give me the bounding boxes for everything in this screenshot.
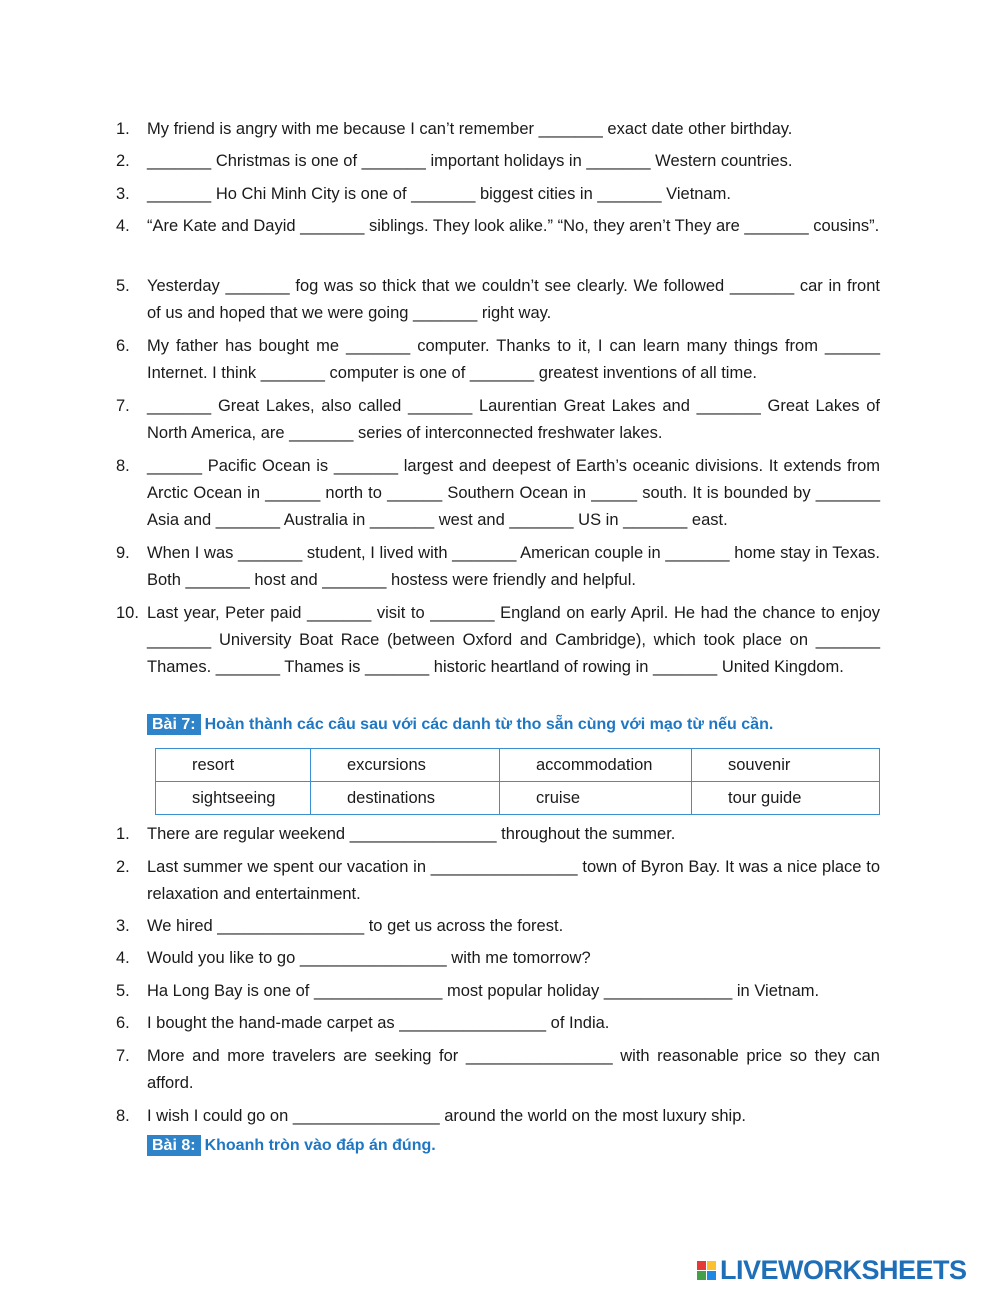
- logo-block: [707, 1271, 716, 1280]
- logo-block: [697, 1261, 706, 1270]
- exercise6-item: [116, 116, 880, 143]
- item-text: My friend is angry with me because I can’t remember _______ exact date other birthday.: [147, 120, 793, 138]
- item-number: 1.: [116, 120, 130, 138]
- item-text: ______ Pacific Ocean is _______ largest and deepest of Earth’s oceanic divisions. It extends from Arctic Ocean in ______ north to ______ Southern Ocean in _____ south. It is bounded by _______ Asia and _______ Australia in _______ west and _______ US in _______ east.: [147, 457, 880, 529]
- logo-blocks-icon: [697, 1261, 716, 1280]
- logo-block: [707, 1261, 716, 1270]
- liveworksheets-logo: [697, 1254, 967, 1286]
- logo-text: LIVEWORKSHEETS: [720, 1255, 967, 1285]
- word-bank-cell: resort: [156, 749, 311, 782]
- exercise7-item: [116, 821, 880, 848]
- item-number: 2.: [116, 152, 130, 170]
- exercise-tag-label: Bài 7: [152, 716, 191, 733]
- exercise6-item: [116, 333, 880, 387]
- word-bank-cell: cruise: [500, 782, 692, 815]
- item-text: When I was _______ student, I lived with _______ American couple in _______ home stay in Texas. Both _______ host and _______ hostess were friendly and helpful.: [147, 544, 880, 589]
- item-text: _______ Great Lakes, also called _______ Laurentian Great Lakes and _______ Great Lakes of North America, are _______ series of interconnected freshwater lakes.: [147, 397, 880, 442]
- item-number: 3.: [116, 917, 130, 935]
- exercise-tag-label: Bài 8: [152, 1137, 191, 1154]
- exercise6-item: [116, 600, 880, 681]
- exercise6-item: [116, 393, 880, 447]
- item-text: Would you like to go ________________ with me tomorrow?: [147, 949, 591, 967]
- item-text: Last year, Peter paid _______ visit to _______ England on early April. He had the chance to enjoy _______ University Boat Race (between Oxford and Cambridge), which took place on _______ Thames. _______ Thames is _______ historic heartland of rowing in _______ United Kingdom.: [147, 604, 880, 676]
- exercise7-item: [116, 978, 880, 1005]
- item-number: 7.: [116, 1047, 130, 1065]
- item-number: 2.: [116, 858, 130, 876]
- item-text: Ha Long Bay is one of ______________ most popular holiday ______________ in Vietnam.: [147, 982, 820, 1000]
- exercise6-item: [116, 213, 880, 240]
- item-number: 4.: [116, 217, 130, 235]
- item-text: More and more travelers are seeking for ________________ with reasonable price so they can afford.: [147, 1047, 880, 1092]
- word-bank-row: [156, 749, 880, 782]
- word-bank-cell: accommodation: [500, 749, 692, 782]
- exercise-tag: [147, 1135, 201, 1156]
- item-number: 6.: [116, 337, 130, 355]
- item-number: 5.: [116, 982, 130, 1000]
- word-bank-row: [156, 782, 880, 815]
- word-bank-table: [155, 748, 880, 815]
- word-bank-cell: destinations: [311, 782, 500, 815]
- exercise7-item: [116, 1010, 880, 1037]
- exercise8-heading: [147, 1137, 436, 1155]
- exercise-title: Khoanh tròn vào đáp án đúng.: [204, 1137, 436, 1154]
- item-text: _______ Ho Chi Minh City is one of _______ biggest cities in _______ Vietnam.: [147, 185, 731, 203]
- exercise7-item: [116, 913, 880, 940]
- word-bank-cell: souvenir: [692, 749, 880, 782]
- word-bank-cell: sightseeing: [156, 782, 311, 815]
- item-number: 7.: [116, 397, 130, 415]
- exercise6-item: [116, 540, 880, 594]
- item-number: 5.: [116, 277, 130, 295]
- exercise6-item: [116, 453, 880, 534]
- item-number: 9.: [116, 544, 130, 562]
- exercise7-heading: [147, 716, 773, 734]
- item-text: I bought the hand-made carpet as ________________ of India.: [147, 1014, 610, 1032]
- item-text: Yesterday _______ fog was so thick that we couldn’t see clearly. We followed _______ car in front of us and hoped that we were going _______ right way.: [147, 277, 880, 322]
- item-text: My father has bought me _______ computer. Thanks to it, I can learn many things from ______ Internet. I think _______ computer is one of _______ greatest inventions of all time.: [147, 337, 880, 382]
- exercise7-item: [116, 1043, 880, 1097]
- exercise7-item: [116, 1103, 880, 1130]
- exercise-tag: [147, 714, 201, 735]
- word-bank-cell: excursions: [311, 749, 500, 782]
- item-number: 4.: [116, 949, 130, 967]
- word-bank-cell: tour guide: [692, 782, 880, 815]
- exercise-tag-colon: :: [190, 716, 196, 733]
- exercise6-item: [116, 273, 880, 327]
- item-number: 3.: [116, 185, 130, 203]
- item-number: 8.: [116, 457, 130, 475]
- item-text: _______ Christmas is one of _______ important holidays in _______ Western countries.: [147, 152, 793, 170]
- exercise6-item: [116, 181, 880, 208]
- item-text: I wish I could go on ________________ around the world on the most luxury ship.: [147, 1107, 746, 1125]
- exercise7-item: [116, 854, 880, 908]
- item-text: We hired ________________ to get us across the forest.: [147, 917, 564, 935]
- item-text: There are regular weekend ________________ throughout the summer.: [147, 825, 676, 843]
- item-text: Last summer we spent our vacation in ________________ town of Byron Bay. It was a nice place to relaxation and entertainment.: [147, 858, 880, 903]
- exercise-title: Hoàn thành các câu sau với các danh từ tho sẵn cùng với mạo từ nếu cần.: [204, 716, 774, 733]
- item-number: 1.: [116, 825, 130, 843]
- exercise7-item: [116, 945, 880, 972]
- exercise-tag-colon: :: [190, 1137, 196, 1154]
- item-number: 8.: [116, 1107, 130, 1125]
- item-text: “Are Kate and Dayid _______ siblings. They look alike.” “No, they aren’t They are _______ cousins”.: [147, 217, 880, 235]
- exercise6-item: [116, 148, 880, 175]
- item-number: 6.: [116, 1014, 130, 1032]
- item-number: 10.: [116, 604, 139, 622]
- logo-block: [697, 1271, 706, 1280]
